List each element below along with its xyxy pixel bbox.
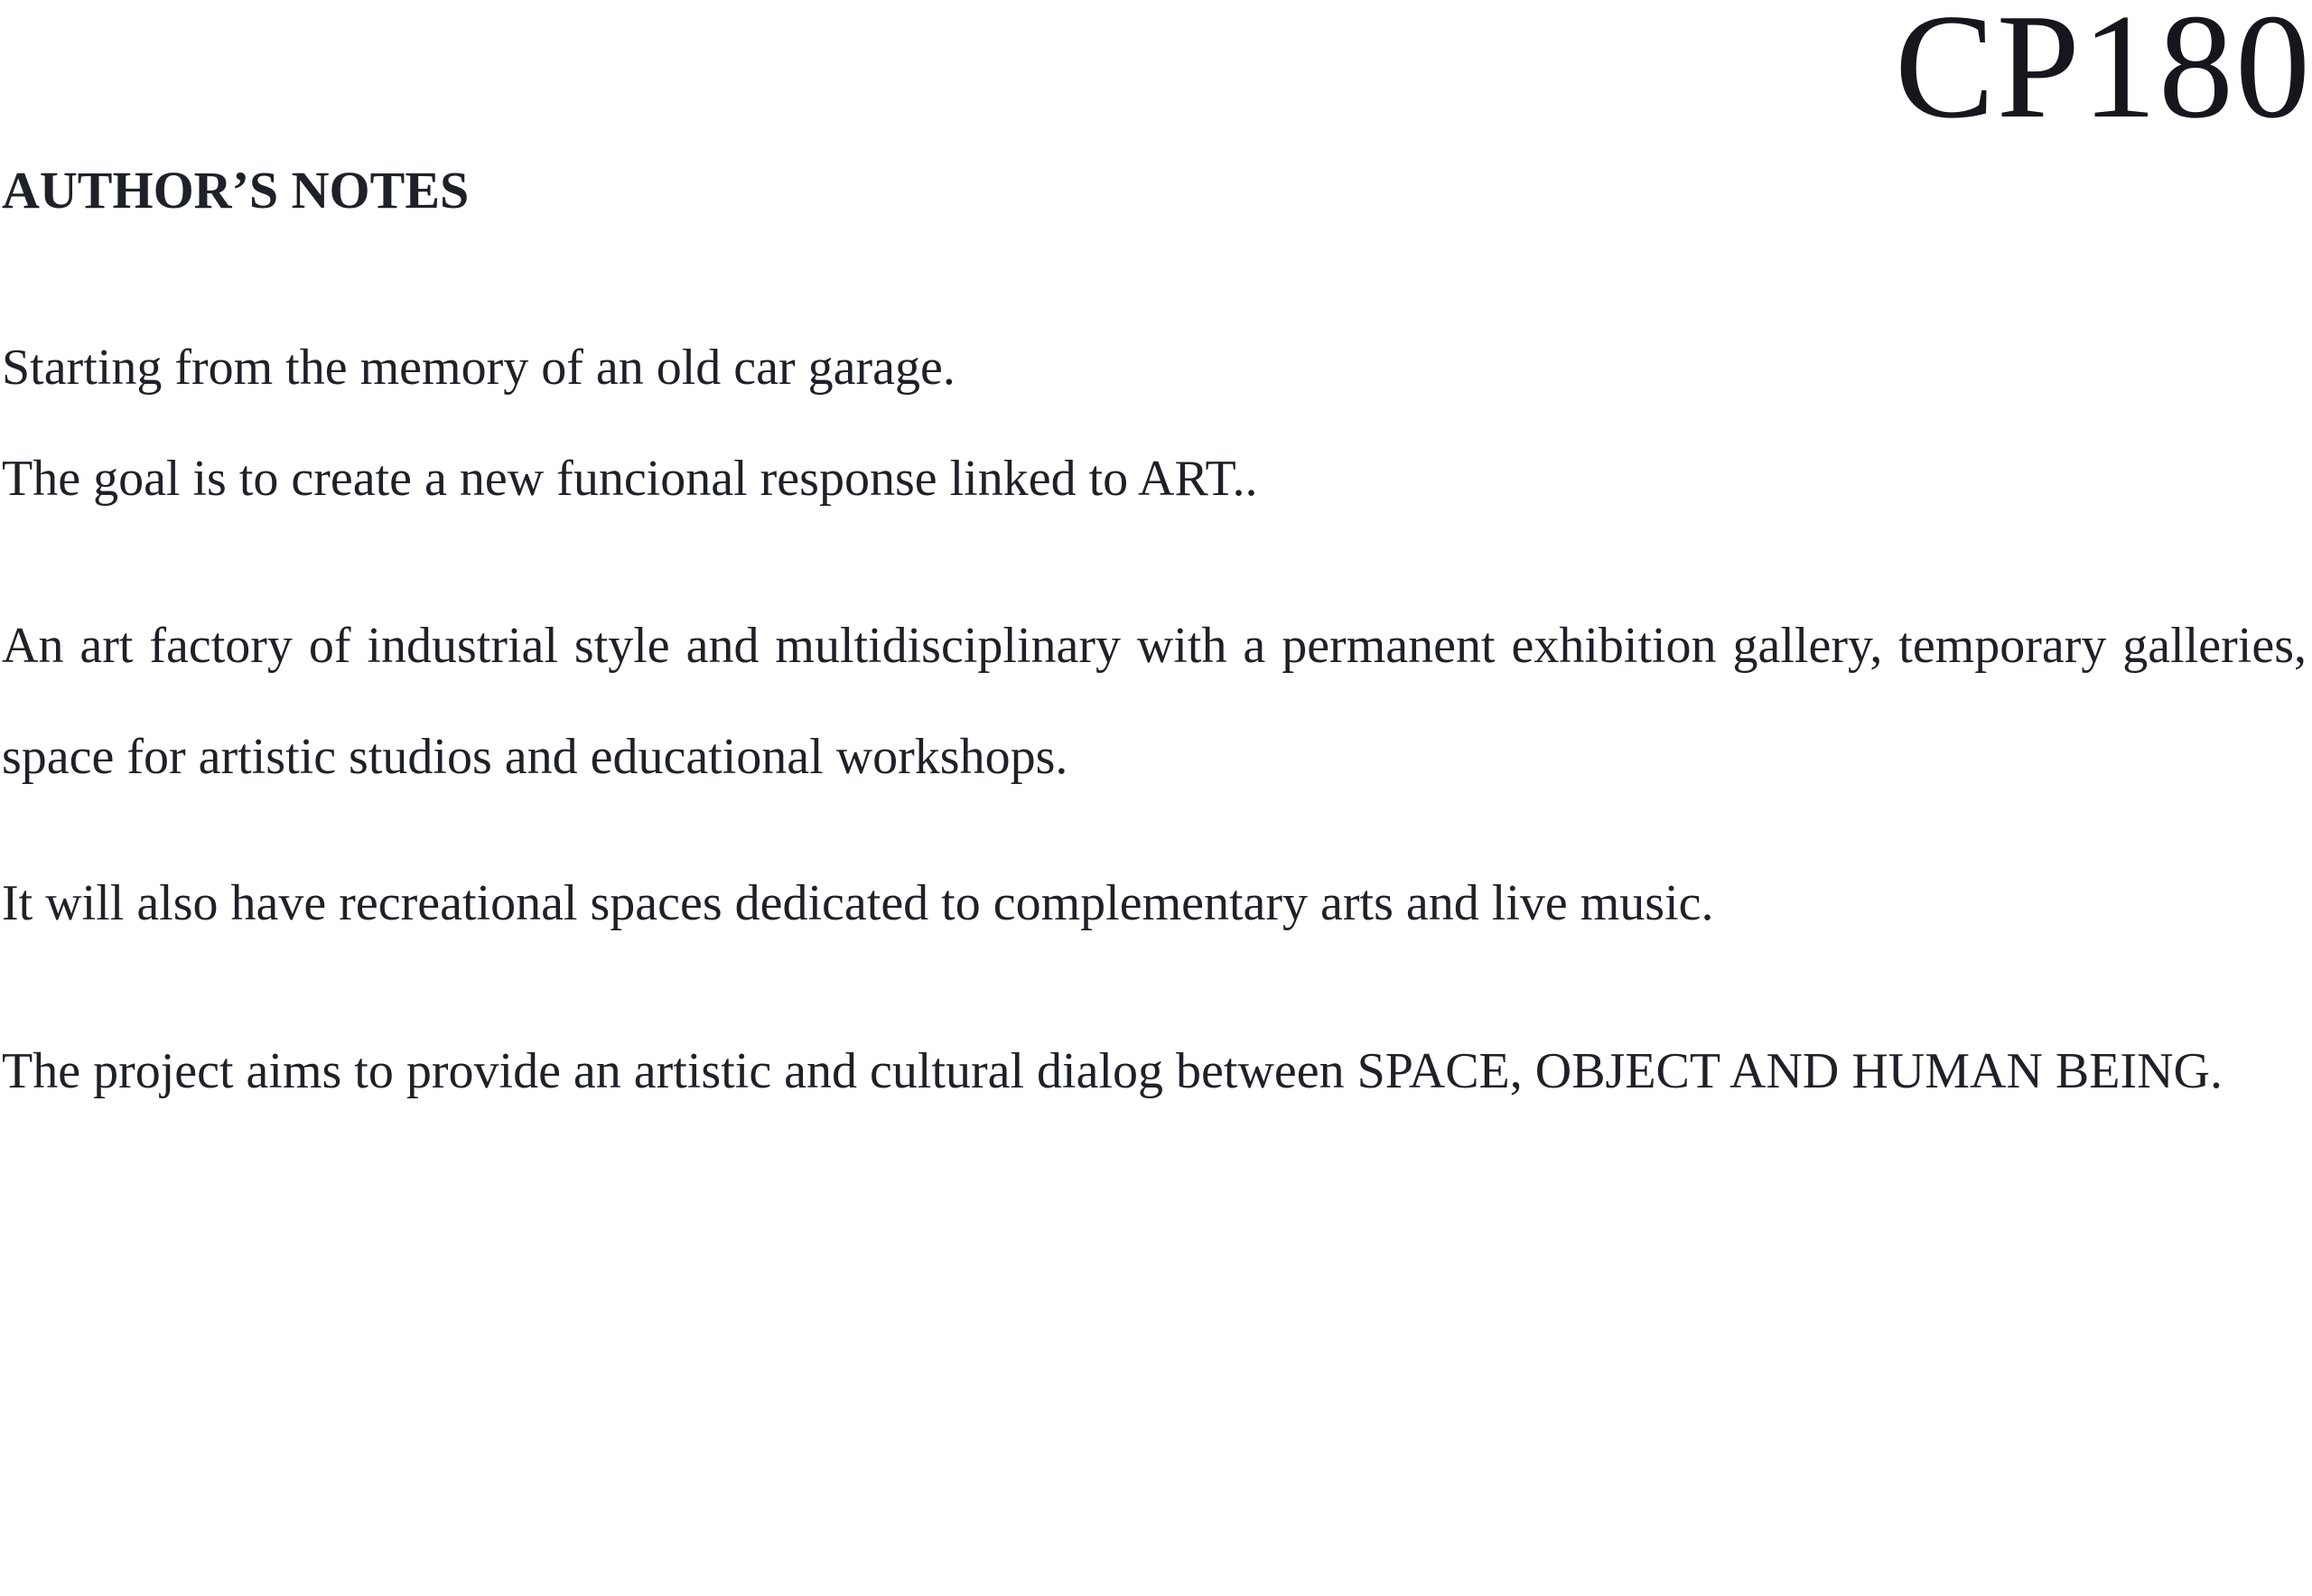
- authors-notes-heading: AUTHOR’S NOTES: [2, 161, 470, 219]
- paragraph-goal: The goal is to create a new funcional response linked to ART..: [2, 451, 1258, 507]
- paragraph-art-factory: An art factory of industrial style and multidisciplinary with a permanent exhibition gallery, temporary galleries, space for artistic studios and educational workshops.: [2, 618, 2307, 785]
- paragraph-recreational-spaces: It will also have recreational spaces dedicated to complementary arts and live music.: [2, 875, 1714, 931]
- paragraph-project-aim: The project aims to provide an artistic and cultural dialog between SPACE, OBJECT AND HUMAN BEING.: [2, 1043, 2223, 1099]
- paragraph-garage-memory: Starting from the memory of an old car garage.: [2, 340, 956, 396]
- cp180-logo: CP180: [1894, 0, 2312, 149]
